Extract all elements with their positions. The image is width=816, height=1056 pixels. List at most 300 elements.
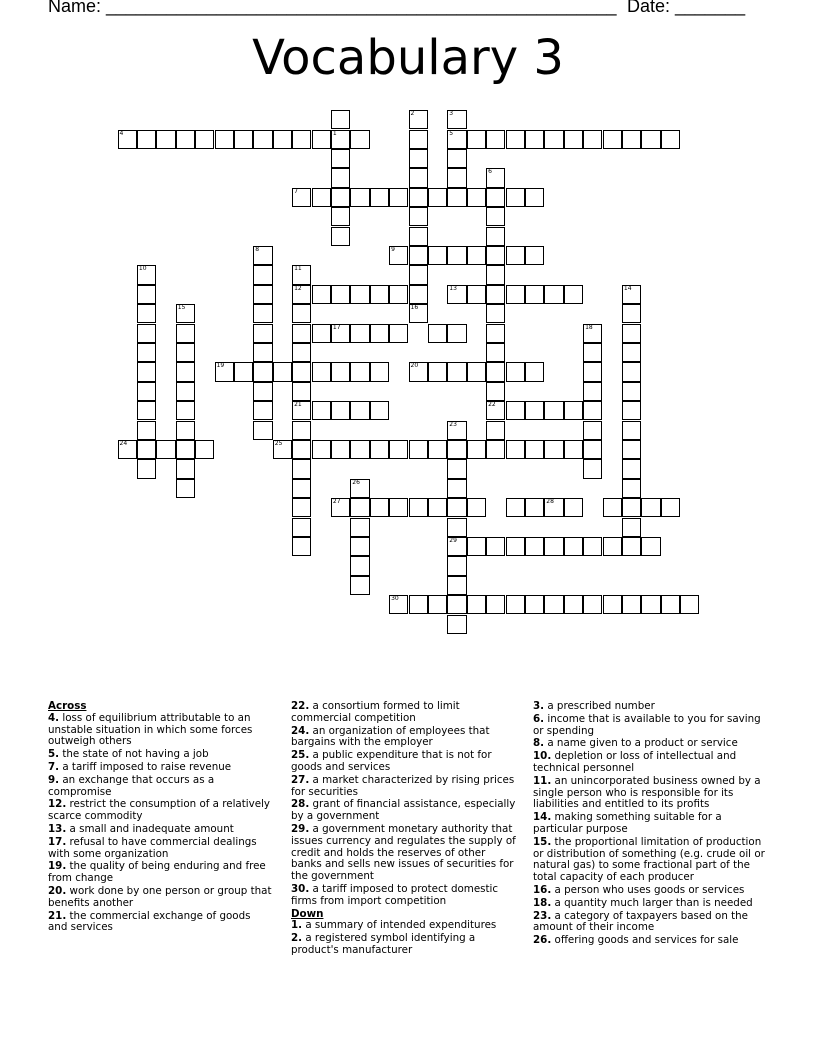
clue-item: [291, 920, 519, 932]
clue-item: [291, 824, 519, 883]
grid-cell[interactable]: [389, 440, 408, 459]
clue-item-text: a quantity much larger than is needed: [551, 896, 753, 909]
grid-cell[interactable]: [564, 440, 583, 459]
grid-cell[interactable]: [253, 421, 272, 440]
grid-cell[interactable]: [292, 304, 311, 323]
grid-cell[interactable]: [370, 324, 389, 343]
grid-cell[interactable]: [137, 362, 156, 381]
grid-cell[interactable]: [544, 595, 563, 614]
grid-cell[interactable]: [486, 168, 505, 187]
grid-cell[interactable]: [447, 615, 466, 634]
grid-cell[interactable]: [350, 518, 369, 537]
grid-cell[interactable]: [525, 188, 544, 207]
grid-cell[interactable]: [544, 537, 563, 556]
grid-cell[interactable]: [583, 324, 602, 343]
grid-cell[interactable]: [525, 440, 544, 459]
grid-cell[interactable]: [292, 440, 311, 459]
grid-cell[interactable]: [564, 401, 583, 420]
grid-cell[interactable]: [447, 576, 466, 595]
clues-column-2: [291, 701, 519, 958]
grid-cell[interactable]: [312, 401, 331, 420]
grid-cell[interactable]: [564, 130, 583, 149]
grid-cell[interactable]: [137, 459, 156, 478]
grid-cell[interactable]: [525, 362, 544, 381]
grid-cell[interactable]: [409, 168, 428, 187]
grid-cell[interactable]: [409, 188, 428, 207]
grid-cell[interactable]: [350, 362, 369, 381]
grid-cell[interactable]: [467, 362, 486, 381]
grid-cell[interactable]: [506, 246, 525, 265]
grid-cell[interactable]: [506, 285, 525, 304]
grid-cell[interactable]: [350, 498, 369, 517]
grid-cell[interactable]: [292, 382, 311, 401]
grid-cell[interactable]: [253, 324, 272, 343]
grid-cell[interactable]: [544, 130, 563, 149]
grid-cell[interactable]: [350, 479, 369, 498]
grid-cell[interactable]: [292, 324, 311, 343]
grid-cell[interactable]: [603, 130, 622, 149]
grid-cell[interactable]: [428, 595, 447, 614]
clue-item-text: refusal to have commercial dealings with some organization: [48, 835, 257, 860]
grid-cell[interactable]: [350, 130, 369, 149]
grid-cell[interactable]: [331, 149, 350, 168]
grid-cell[interactable]: [583, 130, 602, 149]
grid-cell[interactable]: [137, 265, 156, 284]
grid-cell[interactable]: [350, 188, 369, 207]
grid-cell[interactable]: [661, 498, 680, 517]
grid-cell[interactable]: [622, 537, 641, 556]
clue-number: 9: [391, 245, 395, 253]
grid-cell[interactable]: [603, 537, 622, 556]
grid-cell[interactable]: [253, 382, 272, 401]
grid-cell[interactable]: [583, 362, 602, 381]
grid-cell[interactable]: [525, 498, 544, 517]
grid-cell[interactable]: [137, 343, 156, 362]
grid-cell[interactable]: [486, 440, 505, 459]
grid-cell[interactable]: [350, 401, 369, 420]
grid-cell[interactable]: [506, 188, 525, 207]
grid-cell[interactable]: [583, 401, 602, 420]
grid-cell[interactable]: [176, 324, 195, 343]
grid-cell[interactable]: [176, 459, 195, 478]
grid-cell[interactable]: [525, 595, 544, 614]
grid-cell[interactable]: [486, 401, 505, 420]
clue-item-number: 8.: [533, 737, 545, 750]
grid-cell[interactable]: [253, 401, 272, 420]
grid-cell[interactable]: [486, 421, 505, 440]
clue-item: [48, 799, 273, 823]
grid-cell[interactable]: [506, 595, 525, 614]
grid-cell[interactable]: [234, 130, 253, 149]
grid-cell[interactable]: [447, 188, 466, 207]
clue-item-text: making something suitable for a particular purpose: [533, 811, 722, 835]
clue-item-number: 24.: [291, 724, 310, 737]
grid-cell[interactable]: [350, 576, 369, 595]
grid-cell[interactable]: [486, 207, 505, 226]
grid-cell[interactable]: [331, 362, 350, 381]
grid-cell[interactable]: [292, 285, 311, 304]
grid-cell[interactable]: [156, 440, 175, 459]
grid-cell[interactable]: [428, 362, 447, 381]
grid-cell[interactable]: [447, 149, 466, 168]
grid-cell[interactable]: [137, 382, 156, 401]
grid-cell[interactable]: [176, 401, 195, 420]
grid-cell[interactable]: [486, 227, 505, 246]
grid-cell[interactable]: [583, 537, 602, 556]
grid-cell[interactable]: [447, 285, 466, 304]
grid-cell[interactable]: [409, 227, 428, 246]
grid-cell[interactable]: [467, 498, 486, 517]
grid-cell[interactable]: [253, 285, 272, 304]
clue-item: [291, 750, 519, 774]
clue-number: 10: [138, 265, 147, 273]
grid-cell[interactable]: [292, 537, 311, 556]
grid-cell[interactable]: [312, 285, 331, 304]
grid-cell[interactable]: [370, 188, 389, 207]
grid-cell[interactable]: [389, 285, 408, 304]
grid-cell[interactable]: [486, 188, 505, 207]
clue-item-text: income that is available to you for saving or spending: [533, 712, 761, 737]
grid-cell[interactable]: [525, 401, 544, 420]
grid-cell[interactable]: [312, 188, 331, 207]
clue-number: 24: [119, 439, 128, 447]
grid-cell[interactable]: [156, 130, 175, 149]
grid-cell[interactable]: [447, 518, 466, 537]
grid-cell[interactable]: [370, 498, 389, 517]
grid-cell[interactable]: [273, 362, 292, 381]
grid-cell[interactable]: [292, 130, 311, 149]
grid-cell[interactable]: [137, 304, 156, 323]
clue-item-text: a tariff imposed to raise revenue: [59, 760, 232, 773]
grid-cell[interactable]: [292, 459, 311, 478]
grid-cell[interactable]: [331, 285, 350, 304]
clue-item: [533, 738, 768, 750]
grid-cell[interactable]: [331, 498, 350, 517]
grid-cell[interactable]: [137, 401, 156, 420]
clue-item: [533, 885, 768, 897]
grid-cell[interactable]: [544, 498, 563, 517]
grid-cell[interactable]: [389, 188, 408, 207]
grid-cell[interactable]: [409, 362, 428, 381]
grid-cell[interactable]: [641, 130, 660, 149]
grid-cell[interactable]: [564, 537, 583, 556]
grid-cell[interactable]: [215, 362, 234, 381]
grid-cell[interactable]: [409, 595, 428, 614]
clue-item-number: 1.: [291, 919, 303, 932]
clue-number: 15: [177, 304, 186, 312]
grid-cell[interactable]: [292, 265, 311, 284]
grid-cell[interactable]: [428, 440, 447, 459]
grid-cell[interactable]: [331, 110, 350, 129]
grid-cell[interactable]: [331, 324, 350, 343]
grid-cell[interactable]: [447, 440, 466, 459]
grid-cell[interactable]: [622, 440, 641, 459]
grid-cell[interactable]: [506, 537, 525, 556]
grid-cell[interactable]: [622, 343, 641, 362]
grid-cell[interactable]: [176, 304, 195, 323]
grid-cell[interactable]: [428, 188, 447, 207]
grid-cell[interactable]: [525, 130, 544, 149]
grid-cell[interactable]: [312, 324, 331, 343]
grid-cell[interactable]: [622, 362, 641, 381]
grid-cell[interactable]: [486, 324, 505, 343]
grid-cell[interactable]: [486, 595, 505, 614]
grid-cell[interactable]: [447, 324, 466, 343]
grid-cell[interactable]: [447, 556, 466, 575]
clue-item: [48, 775, 273, 799]
clue-item-number: 3.: [533, 700, 545, 712]
grid-cell[interactable]: [506, 362, 525, 381]
grid-cell[interactable]: [331, 227, 350, 246]
grid-cell[interactable]: [253, 246, 272, 265]
grid-cell[interactable]: [486, 246, 505, 265]
clue-item: [533, 898, 768, 910]
clue-item-text: the state of not having a job: [59, 748, 209, 761]
grid-cell[interactable]: [544, 440, 563, 459]
grid-cell[interactable]: [176, 421, 195, 440]
grid-cell[interactable]: [467, 188, 486, 207]
grid-cell[interactable]: [544, 401, 563, 420]
grid-cell[interactable]: [486, 130, 505, 149]
clue-number: 20: [410, 362, 419, 370]
grid-cell[interactable]: [292, 362, 311, 381]
grid-cell[interactable]: [176, 362, 195, 381]
grid-cell[interactable]: [680, 595, 699, 614]
clue-item-number: 29.: [291, 822, 310, 835]
grid-cell[interactable]: [137, 285, 156, 304]
grid-cell[interactable]: [409, 265, 428, 284]
grid-cell[interactable]: [234, 362, 253, 381]
clue-number: 1: [332, 129, 337, 137]
grid-cell[interactable]: [525, 285, 544, 304]
grid-cell[interactable]: [428, 324, 447, 343]
grid-cell[interactable]: [409, 285, 428, 304]
grid-cell[interactable]: [622, 324, 641, 343]
grid-cell[interactable]: [622, 382, 641, 401]
grid-cell[interactable]: [137, 324, 156, 343]
grid-cell[interactable]: [583, 421, 602, 440]
grid-cell[interactable]: [544, 285, 563, 304]
grid-cell[interactable]: [641, 595, 660, 614]
grid-cell[interactable]: [564, 595, 583, 614]
grid-cell[interactable]: [389, 246, 408, 265]
grid-cell[interactable]: [603, 498, 622, 517]
grid-cell[interactable]: [486, 285, 505, 304]
grid-cell[interactable]: [564, 285, 583, 304]
grid-cell[interactable]: [195, 130, 214, 149]
grid-cell[interactable]: [389, 595, 408, 614]
grid-cell[interactable]: [118, 440, 137, 459]
grid-cell[interactable]: [603, 595, 622, 614]
grid-cell[interactable]: [176, 479, 195, 498]
grid-cell[interactable]: [447, 168, 466, 187]
clue-number: 17: [332, 323, 341, 331]
grid-cell[interactable]: [176, 343, 195, 362]
grid-cell[interactable]: [389, 498, 408, 517]
grid-cell[interactable]: [253, 130, 272, 149]
grid-cell[interactable]: [118, 130, 137, 149]
grid-cell[interactable]: [428, 498, 447, 517]
grid-cell[interactable]: [215, 130, 234, 149]
grid-cell[interactable]: [312, 362, 331, 381]
grid-cell[interactable]: [409, 304, 428, 323]
grid-cell[interactable]: [622, 498, 641, 517]
grid-cell[interactable]: [583, 595, 602, 614]
clue-item-number: 16.: [533, 883, 552, 896]
grid-cell[interactable]: [467, 130, 486, 149]
grid-cell[interactable]: [331, 188, 350, 207]
grid-cell[interactable]: [622, 304, 641, 323]
grid-cell[interactable]: [409, 207, 428, 226]
grid-cell[interactable]: [292, 498, 311, 517]
grid-cell[interactable]: [292, 421, 311, 440]
grid-cell[interactable]: [292, 401, 311, 420]
grid-cell[interactable]: [486, 304, 505, 323]
grid-cell[interactable]: [622, 595, 641, 614]
grid-cell[interactable]: [409, 110, 428, 129]
grid-cell[interactable]: [447, 459, 466, 478]
clue-number: 7: [294, 187, 298, 195]
grid-cell[interactable]: [331, 168, 350, 187]
clue-item-text: the quality of being enduring and free from change: [48, 860, 266, 885]
grid-cell[interactable]: [525, 246, 544, 265]
grid-cell[interactable]: [506, 130, 525, 149]
grid-cell[interactable]: [428, 246, 447, 265]
clue-number: 23: [449, 420, 457, 428]
grid-cell[interactable]: [583, 459, 602, 478]
grid-cell[interactable]: [486, 362, 505, 381]
clue-item-text: a registered symbol identifying a product's manufacturer: [291, 932, 476, 956]
clue-item: [533, 714, 768, 738]
grid-cell[interactable]: [409, 440, 428, 459]
grid-cell[interactable]: [486, 343, 505, 362]
grid-cell[interactable]: [253, 304, 272, 323]
grid-cell[interactable]: [661, 130, 680, 149]
grid-cell[interactable]: [622, 130, 641, 149]
grid-cell[interactable]: [409, 498, 428, 517]
grid-cell[interactable]: [506, 440, 525, 459]
grid-cell[interactable]: [622, 459, 641, 478]
grid-cell[interactable]: [583, 382, 602, 401]
grid-cell[interactable]: [292, 343, 311, 362]
grid-cell[interactable]: [137, 130, 156, 149]
grid-cell[interactable]: [467, 440, 486, 459]
grid-cell[interactable]: [447, 421, 466, 440]
grid-cell[interactable]: [253, 265, 272, 284]
grid-cell[interactable]: [195, 440, 214, 459]
grid-cell[interactable]: [641, 537, 660, 556]
grid-cell[interactable]: [447, 362, 466, 381]
grid-cell[interactable]: [292, 479, 311, 498]
date-field-label: Date: _______: [627, 0, 746, 16]
grid-cell[interactable]: [622, 285, 641, 304]
grid-cell[interactable]: [525, 537, 544, 556]
grid-cell[interactable]: [447, 130, 466, 149]
grid-cell[interactable]: [176, 130, 195, 149]
grid-cell[interactable]: [331, 440, 350, 459]
grid-cell[interactable]: [467, 537, 486, 556]
grid-cell[interactable]: [350, 440, 369, 459]
clue-number: 8: [255, 245, 260, 253]
down-clue-list: [291, 920, 519, 956]
grid-cell[interactable]: [583, 440, 602, 459]
grid-cell[interactable]: [350, 537, 369, 556]
grid-cell[interactable]: [312, 130, 331, 149]
grid-cell[interactable]: [312, 440, 331, 459]
grid-cell[interactable]: [331, 207, 350, 226]
grid-cell[interactable]: [506, 401, 525, 420]
grid-cell[interactable]: [137, 440, 156, 459]
clue-item-text: a name given to a product or service: [544, 737, 738, 750]
clue-number: 21: [294, 401, 302, 409]
grid-cell[interactable]: [447, 537, 466, 556]
grid-cell[interactable]: [253, 362, 272, 381]
clue-item-text: a summary of intended expenditures: [302, 919, 497, 932]
grid-cell[interactable]: [389, 324, 408, 343]
grid-cell[interactable]: [409, 130, 428, 149]
grid-cell[interactable]: [292, 518, 311, 537]
grid-cell[interactable]: [622, 401, 641, 420]
grid-cell[interactable]: [622, 479, 641, 498]
grid-cell[interactable]: [447, 246, 466, 265]
grid-cell[interactable]: [253, 343, 272, 362]
name-field-label: Name: ___________________________________________________: [48, 0, 617, 16]
grid-cell[interactable]: [370, 285, 389, 304]
grid-cell[interactable]: [447, 595, 466, 614]
grid-cell[interactable]: [467, 285, 486, 304]
grid-cell[interactable]: [331, 401, 350, 420]
clue-item-text: work done by one person or group that benefits another: [48, 884, 272, 909]
grid-cell[interactable]: [350, 556, 369, 575]
grid-cell[interactable]: [176, 440, 195, 459]
grid-cell[interactable]: [370, 401, 389, 420]
grid-cell[interactable]: [622, 518, 641, 537]
grid-cell[interactable]: [641, 498, 660, 517]
grid-cell[interactable]: [583, 343, 602, 362]
grid-cell[interactable]: [331, 130, 350, 149]
grid-cell[interactable]: [409, 149, 428, 168]
grid-cell[interactable]: [486, 265, 505, 284]
grid-cell[interactable]: [486, 537, 505, 556]
grid-cell[interactable]: [370, 440, 389, 459]
grid-cell[interactable]: [370, 362, 389, 381]
grid-cell[interactable]: [350, 285, 369, 304]
grid-cell[interactable]: [486, 382, 505, 401]
grid-cell[interactable]: [447, 498, 466, 517]
grid-cell[interactable]: [564, 498, 583, 517]
grid-cell[interactable]: [350, 324, 369, 343]
grid-cell[interactable]: [622, 421, 641, 440]
grid-cell[interactable]: [273, 130, 292, 149]
grid-cell[interactable]: [409, 246, 428, 265]
grid-cell[interactable]: [176, 382, 195, 401]
clue-item-number: 25.: [291, 749, 310, 762]
grid-cell[interactable]: [506, 498, 525, 517]
grid-cell[interactable]: [447, 110, 466, 129]
grid-cell[interactable]: [467, 246, 486, 265]
grid-cell[interactable]: [292, 188, 311, 207]
grid-cell[interactable]: [661, 595, 680, 614]
clue-item-number: 12.: [48, 798, 67, 811]
clue-item-text: a market characterized by rising prices for securities: [291, 773, 515, 798]
grid-cell[interactable]: [137, 421, 156, 440]
grid-cell[interactable]: [447, 479, 466, 498]
clue-item-text: a public expenditure that is not for goods and services: [291, 749, 492, 773]
grid-cell[interactable]: [273, 440, 292, 459]
clue-number: 30: [391, 595, 399, 603]
grid-cell[interactable]: [467, 595, 486, 614]
clue-item: [48, 824, 273, 836]
